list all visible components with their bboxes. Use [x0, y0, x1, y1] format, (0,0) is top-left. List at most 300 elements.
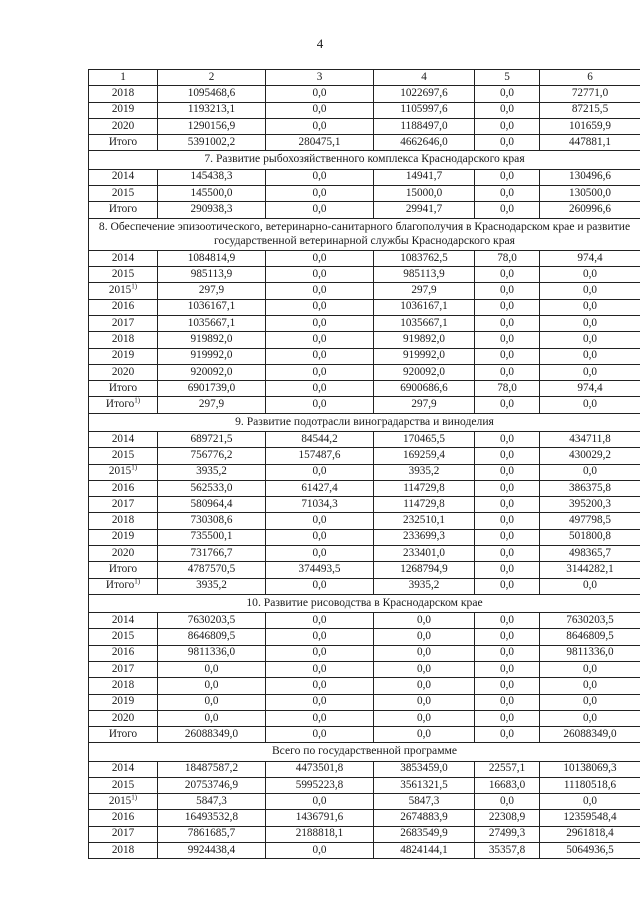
value-cell: 5847,3 — [374, 794, 475, 810]
table-row — [89, 826, 640, 842]
value-cell: 0,0 — [540, 794, 640, 810]
value-cell: 0,0 — [475, 135, 540, 151]
value-cell: 0,0 — [266, 529, 374, 545]
value-cell: 297,9 — [158, 283, 266, 299]
row-label: 2015 — [108, 794, 132, 807]
value-cell: 1083762,5 — [374, 250, 475, 266]
value-cell: 0,0 — [266, 348, 374, 364]
value-cell: 0,0 — [475, 86, 540, 102]
value-cell: 447881,1 — [540, 135, 640, 151]
table-row — [89, 497, 640, 513]
value-cell: 290938,3 — [158, 202, 266, 218]
row-label-cell: Итого — [89, 727, 158, 743]
value-cell: 731766,7 — [158, 545, 266, 561]
value-cell: 233699,3 — [374, 529, 475, 545]
value-cell: 0,0 — [475, 694, 540, 710]
section-title: 8. Обеспечение эпизоотического, ветеринарно-санитарного благополучия в Краснодарском крае и развитие государственной ветеринарной службы Краснодарского края — [89, 218, 640, 250]
value-cell: 0,0 — [475, 710, 540, 726]
value-cell: 18487587,2 — [158, 761, 266, 777]
value-cell: 0,0 — [540, 364, 640, 380]
table-row — [89, 102, 640, 118]
value-cell: 0,0 — [540, 661, 640, 677]
value-cell: 14941,7 — [374, 169, 475, 185]
row-label-cell: 2020 — [89, 364, 158, 380]
value-cell: 920092,0 — [158, 364, 266, 380]
row-label-cell: 2017 — [89, 661, 158, 677]
value-cell: 974,4 — [540, 381, 640, 397]
value-cell: 297,9 — [374, 283, 475, 299]
value-cell: 0,0 — [540, 348, 640, 364]
value-cell: 0,0 — [158, 678, 266, 694]
value-cell: 0,0 — [158, 694, 266, 710]
value-cell: 16683,0 — [475, 777, 540, 793]
value-cell: 0,0 — [475, 118, 540, 134]
value-cell: 11180518,6 — [540, 777, 640, 793]
row-label-cell: 2017 — [89, 315, 158, 331]
row-label-cell: 2016 — [89, 299, 158, 315]
value-cell: 689721,5 — [158, 431, 266, 447]
value-cell: 0,0 — [266, 299, 374, 315]
value-cell: 78,0 — [475, 381, 540, 397]
row-label-cell: 2018 — [89, 332, 158, 348]
value-cell: 1193213,1 — [158, 102, 266, 118]
value-cell: 2683549,9 — [374, 826, 475, 842]
value-cell: 920092,0 — [374, 364, 475, 380]
value-cell: 0,0 — [475, 185, 540, 201]
value-cell: 2674883,9 — [374, 810, 475, 826]
table-row — [89, 283, 640, 299]
value-cell: 0,0 — [540, 710, 640, 726]
table-row — [89, 397, 640, 413]
value-cell: 1188497,0 — [374, 118, 475, 134]
value-cell: 1268794,9 — [374, 562, 475, 578]
value-cell: 0,0 — [266, 364, 374, 380]
value-cell: 580964,4 — [158, 497, 266, 513]
value-cell: 0,0 — [158, 710, 266, 726]
row-label-cell: 2018 — [89, 678, 158, 694]
value-cell: 0,0 — [475, 794, 540, 810]
value-cell: 0,0 — [374, 661, 475, 677]
value-cell: 919892,0 — [158, 332, 266, 348]
value-cell: 0,0 — [475, 497, 540, 513]
table-row — [89, 364, 640, 380]
value-cell: 0,0 — [374, 613, 475, 629]
value-cell: 0,0 — [266, 118, 374, 134]
value-cell: 8646809,5 — [158, 629, 266, 645]
value-cell: 130496,6 — [540, 169, 640, 185]
value-cell: 0,0 — [266, 645, 374, 661]
row-label-cell: 2014 — [89, 169, 158, 185]
table-row — [89, 694, 640, 710]
value-cell: 0,0 — [266, 315, 374, 331]
value-cell: 3853459,0 — [374, 761, 475, 777]
value-cell: 2188818,1 — [266, 826, 374, 842]
row-label-cell: 2018 — [89, 86, 158, 102]
row-label-cell: 2020 — [89, 118, 158, 134]
row-label-cell: 2018 — [89, 843, 158, 859]
table-row — [89, 513, 640, 529]
value-cell: 29941,7 — [374, 202, 475, 218]
table-row — [89, 267, 640, 283]
table-row — [89, 545, 640, 561]
footnote-mark: 1) — [131, 464, 138, 472]
row-label-cell: 2015 — [89, 629, 158, 645]
value-cell: 7630203,5 — [540, 613, 640, 629]
table-row — [89, 464, 640, 480]
column-number-5: 5 — [475, 70, 540, 86]
row-label-cell: 2015 — [89, 777, 158, 793]
value-cell: 0,0 — [540, 267, 640, 283]
table-row — [89, 480, 640, 496]
value-cell: 919992,0 — [158, 348, 266, 364]
value-cell: 0,0 — [540, 694, 640, 710]
value-cell: 0,0 — [475, 202, 540, 218]
value-cell: 0,0 — [475, 661, 540, 677]
table-row — [89, 710, 640, 726]
value-cell: 15000,0 — [374, 185, 475, 201]
value-cell: 0,0 — [158, 661, 266, 677]
table-row — [89, 761, 640, 777]
value-cell: 0,0 — [266, 678, 374, 694]
value-cell: 101659,9 — [540, 118, 640, 134]
section-title: 9. Развитие подотрасли виноградарства и виноделия — [89, 413, 640, 431]
row-label-cell: 2014 — [89, 613, 158, 629]
value-cell: 87215,5 — [540, 102, 640, 118]
table-row — [89, 169, 640, 185]
value-cell: 260996,6 — [540, 202, 640, 218]
row-label-cell: 2014 — [89, 761, 158, 777]
row-label-cell — [89, 464, 158, 480]
row-label-cell: Итого — [89, 202, 158, 218]
value-cell: 0,0 — [540, 397, 640, 413]
table-row — [89, 202, 640, 218]
value-cell: 0,0 — [266, 794, 374, 810]
value-cell: 1022697,6 — [374, 86, 475, 102]
value-cell: 919892,0 — [374, 332, 475, 348]
value-cell: 0,0 — [266, 86, 374, 102]
value-cell: 3935,2 — [158, 578, 266, 594]
value-cell: 3935,2 — [374, 464, 475, 480]
value-cell: 1095468,6 — [158, 86, 266, 102]
value-cell: 0,0 — [475, 315, 540, 331]
value-cell: 297,9 — [158, 397, 266, 413]
value-cell: 0,0 — [475, 364, 540, 380]
table-row — [89, 431, 640, 447]
value-cell: 0,0 — [266, 578, 374, 594]
row-label-cell: 2020 — [89, 545, 158, 561]
value-cell: 2961818,4 — [540, 826, 640, 842]
value-cell: 12359548,4 — [540, 810, 640, 826]
table-row — [89, 299, 640, 315]
table-row — [89, 250, 640, 266]
page-number: 4 — [316, 36, 324, 51]
value-cell: 0,0 — [266, 169, 374, 185]
value-cell: 756776,2 — [158, 448, 266, 464]
value-cell: 0,0 — [475, 397, 540, 413]
value-cell: 6901739,0 — [158, 381, 266, 397]
table-row — [89, 86, 640, 102]
value-cell: 395200,3 — [540, 497, 640, 513]
value-cell: 0,0 — [266, 202, 374, 218]
value-cell: 0,0 — [266, 332, 374, 348]
value-cell: 0,0 — [475, 448, 540, 464]
row-label-cell: 2014 — [89, 431, 158, 447]
value-cell: 386375,8 — [540, 480, 640, 496]
section-header-row — [89, 151, 640, 169]
value-cell: 3935,2 — [374, 578, 475, 594]
value-cell: 985113,9 — [374, 267, 475, 283]
row-label-cell: 2017 — [89, 826, 158, 842]
value-cell: 374493,5 — [266, 562, 374, 578]
value-cell: 145500,0 — [158, 185, 266, 201]
value-cell: 0,0 — [266, 694, 374, 710]
value-cell: 1035667,1 — [158, 315, 266, 331]
table-row — [89, 645, 640, 661]
value-cell: 0,0 — [475, 678, 540, 694]
value-cell: 0,0 — [540, 578, 640, 594]
section-header-row — [89, 743, 640, 761]
value-cell: 78,0 — [475, 250, 540, 266]
value-cell: 0,0 — [266, 513, 374, 529]
value-cell: 0,0 — [475, 645, 540, 661]
value-cell: 0,0 — [266, 267, 374, 283]
value-cell: 1035667,1 — [374, 315, 475, 331]
row-label-cell — [89, 578, 158, 594]
value-cell: 5064936,5 — [540, 843, 640, 859]
value-cell: 114729,8 — [374, 497, 475, 513]
value-cell: 0,0 — [475, 480, 540, 496]
value-cell: 3935,2 — [158, 464, 266, 480]
table-row — [89, 348, 640, 364]
row-label-cell: 2015 — [89, 448, 158, 464]
table-row — [89, 562, 640, 578]
table-row — [89, 529, 640, 545]
value-cell: 0,0 — [266, 613, 374, 629]
value-cell: 72771,0 — [540, 86, 640, 102]
value-cell: 4662646,0 — [374, 135, 475, 151]
row-label-cell: 2019 — [89, 694, 158, 710]
footnote-mark: 1) — [131, 793, 138, 802]
value-cell: 0,0 — [266, 710, 374, 726]
value-cell: 498365,7 — [540, 545, 640, 561]
value-cell: 1436791,6 — [266, 810, 374, 826]
value-cell: 7861685,7 — [158, 826, 266, 842]
value-cell: 0,0 — [374, 645, 475, 661]
table-row — [89, 185, 640, 201]
value-cell: 1290156,9 — [158, 118, 266, 134]
value-cell: 0,0 — [475, 267, 540, 283]
row-label-cell: 2019 — [89, 102, 158, 118]
row-label-cell: 2016 — [89, 480, 158, 496]
value-cell: 9924438,4 — [158, 843, 266, 859]
value-cell: 5847,3 — [158, 794, 266, 810]
column-number-1: 1 — [89, 70, 158, 86]
value-cell: 0,0 — [266, 250, 374, 266]
value-cell: 0,0 — [540, 464, 640, 480]
table-row — [89, 381, 640, 397]
value-cell: 280475,1 — [266, 135, 374, 151]
value-cell: 71034,3 — [266, 497, 374, 513]
value-cell: 1084814,9 — [158, 250, 266, 266]
table-row — [89, 315, 640, 331]
value-cell: 501800,8 — [540, 529, 640, 545]
row-label: Итого — [105, 579, 135, 592]
value-cell: 0,0 — [475, 629, 540, 645]
value-cell: 0,0 — [475, 578, 540, 594]
value-cell: 0,0 — [266, 727, 374, 743]
value-cell: 0,0 — [374, 727, 475, 743]
value-cell: 0,0 — [475, 529, 540, 545]
value-cell: 0,0 — [266, 283, 374, 299]
budget-table-body — [89, 70, 640, 859]
value-cell: 730308,6 — [158, 513, 266, 529]
value-cell: 434711,8 — [540, 431, 640, 447]
row-label-cell: 2017 — [89, 497, 158, 513]
value-cell: 562533,0 — [158, 480, 266, 496]
footnote-mark: 1) — [134, 578, 141, 586]
section-title: 7. Развитие рыбохозяйственного комплекса Краснодарского края — [89, 151, 640, 169]
value-cell: 233401,0 — [374, 545, 475, 561]
table-row — [89, 661, 640, 677]
value-cell: 0,0 — [475, 545, 540, 561]
value-cell: 0,0 — [475, 464, 540, 480]
value-cell: 1036167,1 — [374, 299, 475, 315]
footnote-mark: 1) — [134, 396, 141, 405]
value-cell: 0,0 — [266, 545, 374, 561]
column-number-3: 3 — [266, 70, 374, 86]
table-row — [89, 578, 640, 594]
value-cell: 0,0 — [266, 629, 374, 645]
row-label: 2015 — [108, 284, 132, 297]
column-number-6: 6 — [540, 70, 640, 86]
value-cell: 8646809,5 — [540, 629, 640, 645]
value-cell: 5995223,8 — [266, 777, 374, 793]
value-cell: 7630203,5 — [158, 613, 266, 629]
value-cell: 1105997,6 — [374, 102, 475, 118]
row-label-cell: 2014 — [89, 250, 158, 266]
value-cell: 0,0 — [374, 629, 475, 645]
value-cell: 4787570,5 — [158, 562, 266, 578]
value-cell: 0,0 — [475, 332, 540, 348]
row-label-cell: 2020 — [89, 710, 158, 726]
value-cell: 0,0 — [540, 332, 640, 348]
table-row — [89, 810, 640, 826]
value-cell: 84544,2 — [266, 431, 374, 447]
row-label-cell: 2016 — [89, 645, 158, 661]
value-cell: 114729,8 — [374, 480, 475, 496]
value-cell: 4473501,8 — [266, 761, 374, 777]
value-cell: 61427,4 — [266, 480, 374, 496]
value-cell: 145438,3 — [158, 169, 266, 185]
value-cell: 1036167,1 — [158, 299, 266, 315]
table-row — [89, 777, 640, 793]
value-cell: 0,0 — [540, 678, 640, 694]
row-label-cell: 2016 — [89, 810, 158, 826]
value-cell: 22557,1 — [475, 761, 540, 777]
value-cell: 26088349,0 — [158, 727, 266, 743]
column-number-4: 4 — [374, 70, 475, 86]
value-cell: 0,0 — [475, 102, 540, 118]
value-cell: 0,0 — [266, 464, 374, 480]
value-cell: 10138069,3 — [540, 761, 640, 777]
value-cell: 0,0 — [475, 431, 540, 447]
value-cell: 3144282,1 — [540, 562, 640, 578]
value-cell: 0,0 — [266, 381, 374, 397]
section-header-row — [89, 218, 640, 250]
value-cell: 169259,4 — [374, 448, 475, 464]
value-cell: 0,0 — [475, 299, 540, 315]
value-cell: 0,0 — [266, 397, 374, 413]
column-number-2: 2 — [158, 70, 266, 86]
value-cell: 27499,3 — [475, 826, 540, 842]
table-row — [89, 629, 640, 645]
value-cell: 0,0 — [374, 694, 475, 710]
row-label-cell: 2019 — [89, 348, 158, 364]
budget-table — [88, 69, 640, 859]
table-row — [89, 332, 640, 348]
value-cell: 22308,9 — [475, 810, 540, 826]
row-label-cell: Итого — [89, 381, 158, 397]
row-label: Итого — [105, 398, 135, 411]
section-title: Всего по государственной программе — [89, 743, 640, 761]
table-header-row — [89, 70, 640, 86]
table-row — [89, 118, 640, 134]
footnote-mark: 1) — [131, 282, 138, 291]
value-cell: 20753746,9 — [158, 777, 266, 793]
row-label-cell — [89, 794, 158, 810]
value-cell: 985113,9 — [158, 267, 266, 283]
value-cell: 35357,8 — [475, 843, 540, 859]
table-row — [89, 727, 640, 743]
value-cell: 170465,5 — [374, 431, 475, 447]
value-cell: 16493532,8 — [158, 810, 266, 826]
table-row — [89, 448, 640, 464]
value-cell: 0,0 — [475, 169, 540, 185]
row-label-cell: Итого — [89, 135, 158, 151]
value-cell: 3561321,5 — [374, 777, 475, 793]
value-cell: 0,0 — [475, 613, 540, 629]
value-cell: 0,0 — [475, 513, 540, 529]
value-cell: 0,0 — [374, 678, 475, 694]
value-cell: 0,0 — [266, 185, 374, 201]
value-cell: 5391002,2 — [158, 135, 266, 151]
row-label-cell: 2018 — [89, 513, 158, 529]
value-cell: 157487,6 — [266, 448, 374, 464]
value-cell: 6900686,6 — [374, 381, 475, 397]
value-cell: 0,0 — [475, 348, 540, 364]
table-row — [89, 613, 640, 629]
value-cell: 0,0 — [540, 299, 640, 315]
table-row — [89, 794, 640, 810]
value-cell: 919992,0 — [374, 348, 475, 364]
section-header-row — [89, 594, 640, 612]
row-label-cell — [89, 397, 158, 413]
value-cell: 0,0 — [374, 710, 475, 726]
row-label: 2015 — [108, 465, 132, 478]
value-cell: 0,0 — [540, 315, 640, 331]
section-title: 10. Развитие рисоводства в Краснодарском крае — [89, 594, 640, 612]
row-label-cell: 2019 — [89, 529, 158, 545]
row-label-cell: 2015 — [89, 267, 158, 283]
value-cell: 130500,0 — [540, 185, 640, 201]
value-cell: 430029,2 — [540, 448, 640, 464]
value-cell: 974,4 — [540, 250, 640, 266]
table-row — [89, 843, 640, 859]
section-header-row — [89, 413, 640, 431]
value-cell: 0,0 — [266, 661, 374, 677]
value-cell: 232510,1 — [374, 513, 475, 529]
value-cell: 0,0 — [475, 562, 540, 578]
